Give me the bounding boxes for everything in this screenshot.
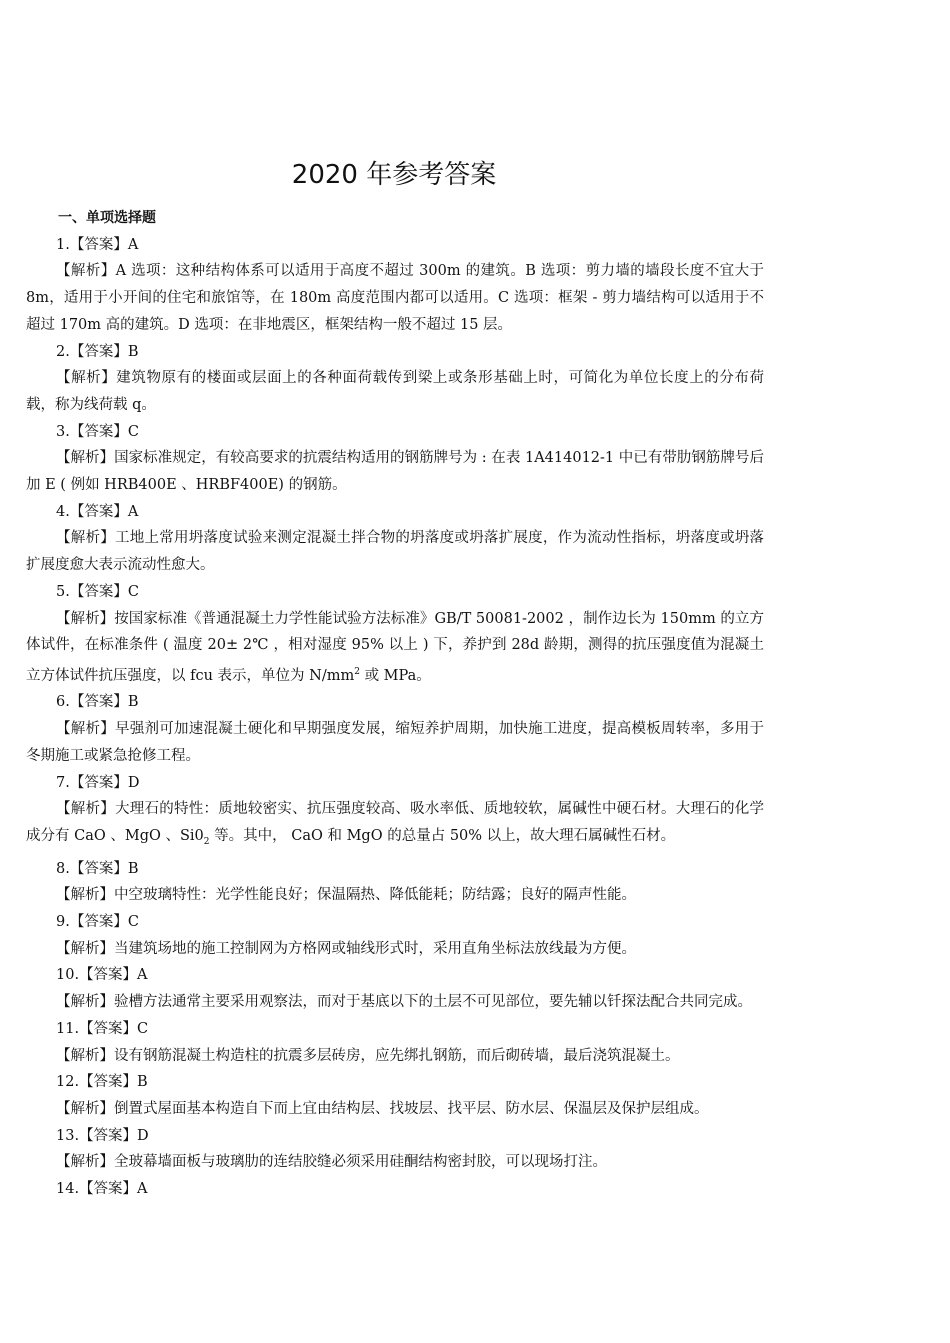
answer-13: 13.【答案】D bbox=[56, 1127, 149, 1144]
explanation-8: 【解析】中空玻璃特性：光学性能良好；保温隔热、降低能耗；防结露；良好的隔声性能。 bbox=[56, 887, 636, 904]
explanation-7-text: 【解析】大理石的特性：质地较密实、抗压强度较高、吸水率低、质地较软，属碱性中硬石材。大理石的化学成分有 CaO 、MgO 、Si0 bbox=[26, 801, 764, 844]
answer-2: 2.【答案】B bbox=[56, 343, 139, 360]
answer-14: 14.【答案】A bbox=[56, 1181, 148, 1198]
answer-11: 11.【答案】C bbox=[56, 1020, 149, 1037]
explanation-2: 【解析】建筑物原有的楼面或层面上的各种面荷载传到梁上或条形基础上时，可简化为单位长度上的分布荷载，称为线荷载 q。 bbox=[26, 370, 764, 413]
section-heading: 一、单项选择题 bbox=[58, 210, 156, 226]
answer-5: 5.【答案】C bbox=[56, 583, 139, 600]
explanation-1: 【解析】A 选项：这种结构体系可以适用于高度不超过 300m 的建筑。B 选项：剪力墙的墙段长度不宜大于 8m，适用于小开间的住宅和旅馆等，在 180m 高度范围内都可以适用。C 选项：框架 - 剪力墙结构可以适用于不超过 170m 高的建筑。D 选项：在非地震区，框架结构一般不超过 15 层。 bbox=[26, 263, 764, 333]
explanation-7-tail: 等。其中， CaO 和 MgO 的总量占 50% 以上，故大理石属碱性石材。 bbox=[209, 828, 676, 844]
explanation-9: 【解析】当建筑场地的施工控制网为方格网或轴线形式时，采用直角坐标法放线最为方便。 bbox=[56, 940, 636, 957]
explanation-5-tail: 或 MPa。 bbox=[359, 667, 431, 684]
superscript-2: 2 bbox=[354, 666, 360, 677]
answer-10: 10.【答案】A bbox=[56, 967, 148, 984]
answer-8: 8.【答案】B bbox=[56, 860, 139, 877]
answer-9: 9.【答案】C bbox=[56, 914, 139, 930]
answer-6: 6.【答案】B bbox=[56, 694, 139, 711]
explanation-4: 【解析】工地上常用坍落度试验来测定混凝土拌合物的坍落度或坍落扩展度，作为流动性指标，坍落度或坍落扩展度愈大表示流动性愈大。 bbox=[26, 530, 764, 574]
explanation-5-text: 【解析】按国家标准《普通混凝土力学性能试验方法标准》GB/T 50081-2002 ，制作边长为 150mm 的立方体试件，在标准条件 ( 温度 20± 2℃ ，相对湿度 95% 以上 ) 下，养护到 28d 龄期，测得的抗压强度值为混凝土立方体试件抗压强度，以 fcu 表示，单位为 N/mm bbox=[26, 610, 764, 684]
explanation-12: 【解析】倒置式屋面基本构造自下而上宜由结构层、找坡层、找平层、防水层、保温层及保护层组成。 bbox=[56, 1100, 709, 1117]
answer-12: 12.【答案】B bbox=[56, 1074, 148, 1091]
subscript-2: 2 bbox=[203, 836, 210, 847]
explanation-6: 【解析】早强剂可加速混凝土硬化和早期强度发展，缩短养护周期，加快施工进度，提高模板周转率，多用于冬期施工或紧急抢修工程。 bbox=[26, 721, 764, 764]
page-title: 2020 年参考答案 bbox=[291, 160, 497, 190]
answer-content bbox=[26, 205, 764, 1203]
explanation-13: 【解析】全玻幕墙面板与玻璃肋的连结胶缝必须采用硅酮结构密封胶，可以现场打注。 bbox=[56, 1154, 607, 1171]
explanation-7 bbox=[26, 796, 764, 855]
answer-1: 1.【答案】A bbox=[56, 236, 139, 253]
explanation-10: 【解析】验槽方法通常主要采用观察法，而对于基底以下的土层不可见部位，要先辅以钎探法配合共同完成。 bbox=[56, 994, 752, 1011]
answer-4: 4.【答案】A bbox=[56, 503, 139, 520]
explanation-11: 【解析】设有钢筋混凝土构造柱的抗震多层砖房，应先绑扎钢筋，而后砌砖墙，最后浇筑混凝土。 bbox=[56, 1047, 680, 1064]
answer-7: 7.【答案】D bbox=[56, 774, 140, 791]
answer-3: 3.【答案】C bbox=[56, 423, 139, 440]
explanation-3: 【解析】国家标准规定，有较高要求的抗震结构适用的钢筋牌号为 : 在表 1A414012-1 中已有带肋钢筋牌号后加 E ( 例如 HRB400E 、HRBF400E) 的钢筋。 bbox=[26, 450, 764, 494]
explanation-5 bbox=[26, 606, 764, 690]
